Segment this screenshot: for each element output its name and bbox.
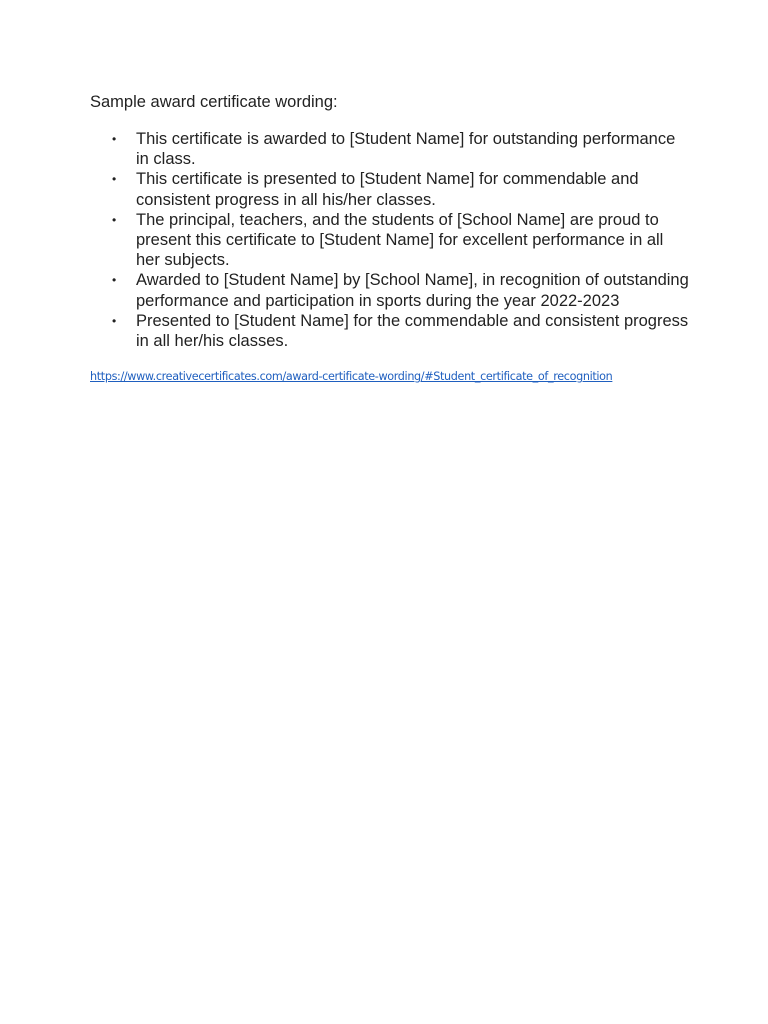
list-item	[90, 311, 690, 351]
source-link[interactable]: https://www.creativecertificates.com/award-certificate-wording/#Student_certificate_of_recognition	[90, 370, 613, 384]
list-item-text: Presented to [Student Name] for the commendable and consistent progress in all her/his classes.	[136, 311, 689, 351]
wording-list	[90, 129, 690, 351]
list-item-text: This certificate is presented to [Student Name] for commendable and consistent progress in all his/her classes.	[136, 170, 639, 209]
bullet-icon: •	[112, 132, 117, 146]
bullet-icon: •	[112, 273, 117, 288]
list-item	[90, 210, 690, 271]
list-item-text: Awarded to [Student Name] by [School Name], in recognition of outstanding performance and participation in sports during the year 2022-2023	[136, 271, 689, 310]
bullet-icon: •	[112, 212, 117, 227]
list-item-text: This certificate is awarded to [Student Name] for outstanding performance in class.	[136, 130, 676, 169]
list-item-text: The principal, teachers, and the students of [School Name] are proud to present this certificate to [Student Name] for excellent performance in all her subjects.	[136, 210, 664, 270]
document-body	[90, 92, 690, 385]
list-item	[90, 270, 690, 310]
bullet-icon: •	[112, 172, 117, 187]
bullet-icon: •	[112, 313, 117, 328]
list-item	[90, 129, 690, 169]
list-item	[90, 169, 690, 209]
intro-paragraph: Sample award certificate wording:	[90, 93, 338, 111]
